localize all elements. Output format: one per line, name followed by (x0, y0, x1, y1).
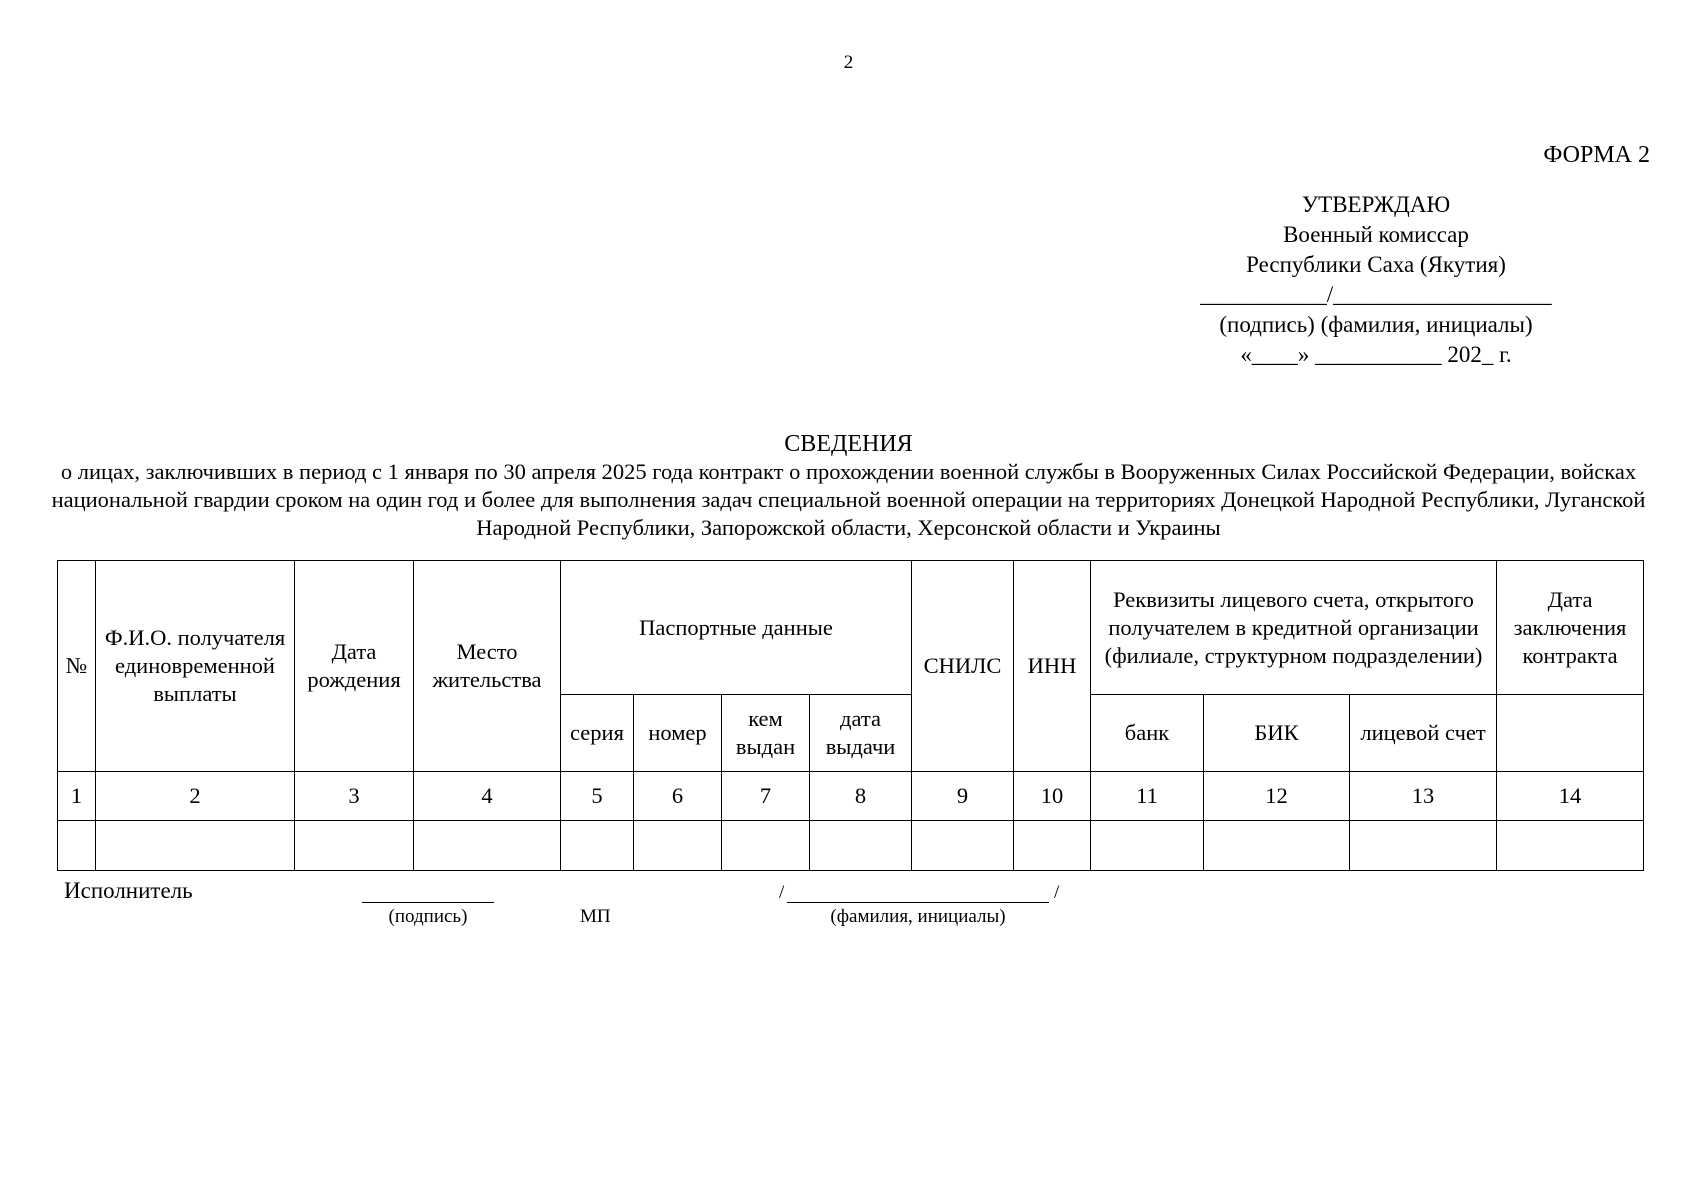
document-heading (40, 430, 1657, 542)
table-cell[interactable] (1014, 821, 1091, 871)
column-number-row (58, 772, 1644, 821)
subheader-number: номер (634, 695, 722, 772)
name-slash-right: / (1054, 882, 1060, 903)
column-number: 5 (561, 772, 634, 821)
form-label: ФОРМА 2 (1543, 142, 1650, 168)
table-cell[interactable] (722, 821, 810, 871)
approval-date-line: «____» ___________ 202_ г. (1240, 342, 1512, 367)
header-birth-date: Дата рождения (295, 561, 414, 772)
header-residence: Место жительства (414, 561, 561, 772)
table-cell[interactable] (1350, 821, 1497, 871)
column-number: 3 (295, 772, 414, 821)
column-number: 1 (58, 772, 96, 821)
table-cell[interactable] (912, 821, 1014, 871)
table-cell[interactable] (1091, 821, 1204, 871)
column-number: 9 (912, 772, 1014, 821)
subheader-bank: банк (1091, 695, 1204, 772)
table-cell[interactable] (295, 821, 414, 871)
empty-data-row (58, 821, 1644, 871)
recipients-table (57, 560, 1644, 871)
column-number: 7 (722, 772, 810, 821)
approval-signature-caption: (подпись) (фамилия, инициалы) (1219, 312, 1533, 337)
subheader-issued-by: кем выдан (722, 695, 810, 772)
name-line (787, 902, 1049, 903)
header-snils: СНИЛС (912, 561, 1014, 772)
stamp-place-label: МП (580, 906, 611, 927)
approver-position: Военный комиссар (1283, 222, 1469, 247)
table-header-row (58, 561, 1644, 695)
header-inn: ИНН (1014, 561, 1091, 772)
name-caption: (фамилия, инициалы) (830, 906, 1006, 927)
signature-caption: (подпись) (388, 906, 468, 927)
header-account: Реквизиты лицевого счета, открытого получателем в кредитной организации (филиале, структурном подразделении) (1091, 561, 1497, 695)
column-number: 8 (810, 772, 912, 821)
approval-signature-line: ___________/___________________ (1200, 282, 1552, 307)
name-slash-left: / (779, 882, 785, 903)
header-fio: Ф.И.О. получателя единовременной выплаты (96, 561, 295, 772)
column-number: 6 (634, 772, 722, 821)
column-number: 10 (1014, 772, 1091, 821)
table-cell[interactable] (810, 821, 912, 871)
table-cell[interactable] (96, 821, 295, 871)
signature-footer (0, 878, 1697, 938)
header-passport: Паспортные данные (561, 561, 912, 695)
header-contract-date: Дата заключения контракта (1497, 561, 1644, 695)
column-number: 4 (414, 772, 561, 821)
signature-line (362, 902, 494, 903)
approval-block (1160, 190, 1592, 370)
approve-heading: УТВЕРЖДАЮ (1301, 192, 1451, 217)
subheader-issue-date: дата выдачи (810, 695, 912, 772)
approver-region: Республики Саха (Якутия) (1246, 252, 1506, 277)
header-number: № (58, 561, 96, 772)
subheader-series: серия (561, 695, 634, 772)
subheader-contract-date-blank (1497, 695, 1644, 772)
column-number: 2 (96, 772, 295, 821)
table-cell[interactable] (1204, 821, 1350, 871)
executor-label: Исполнитель (64, 878, 193, 903)
column-number: 13 (1350, 772, 1497, 821)
subheader-account-no: лицевой счет (1350, 695, 1497, 772)
table-cell[interactable] (561, 821, 634, 871)
document-subtitle: о лицах, заключивших в период с 1 января по 30 апреля 2025 года контракт о прохождении военной службы в Вооруженных Силах Российской Федерации, войсках национальной гвардии сроком на один год и более для выполнения задач специальной военной операции на территориях Донецкой Народной Республики, Луганской Народной Республики, Запорожской области, Херсонской области и Украины (51, 459, 1646, 540)
table-cell[interactable] (634, 821, 722, 871)
table-cell[interactable] (414, 821, 561, 871)
column-number: 12 (1204, 772, 1350, 821)
page-number: 2 (843, 52, 854, 73)
table-cell[interactable] (1497, 821, 1644, 871)
column-number: 14 (1497, 772, 1644, 821)
column-number: 11 (1091, 772, 1204, 821)
document-title: СВЕДЕНИЯ (784, 431, 913, 457)
table-cell[interactable] (58, 821, 96, 871)
subheader-bik: БИК (1204, 695, 1350, 772)
